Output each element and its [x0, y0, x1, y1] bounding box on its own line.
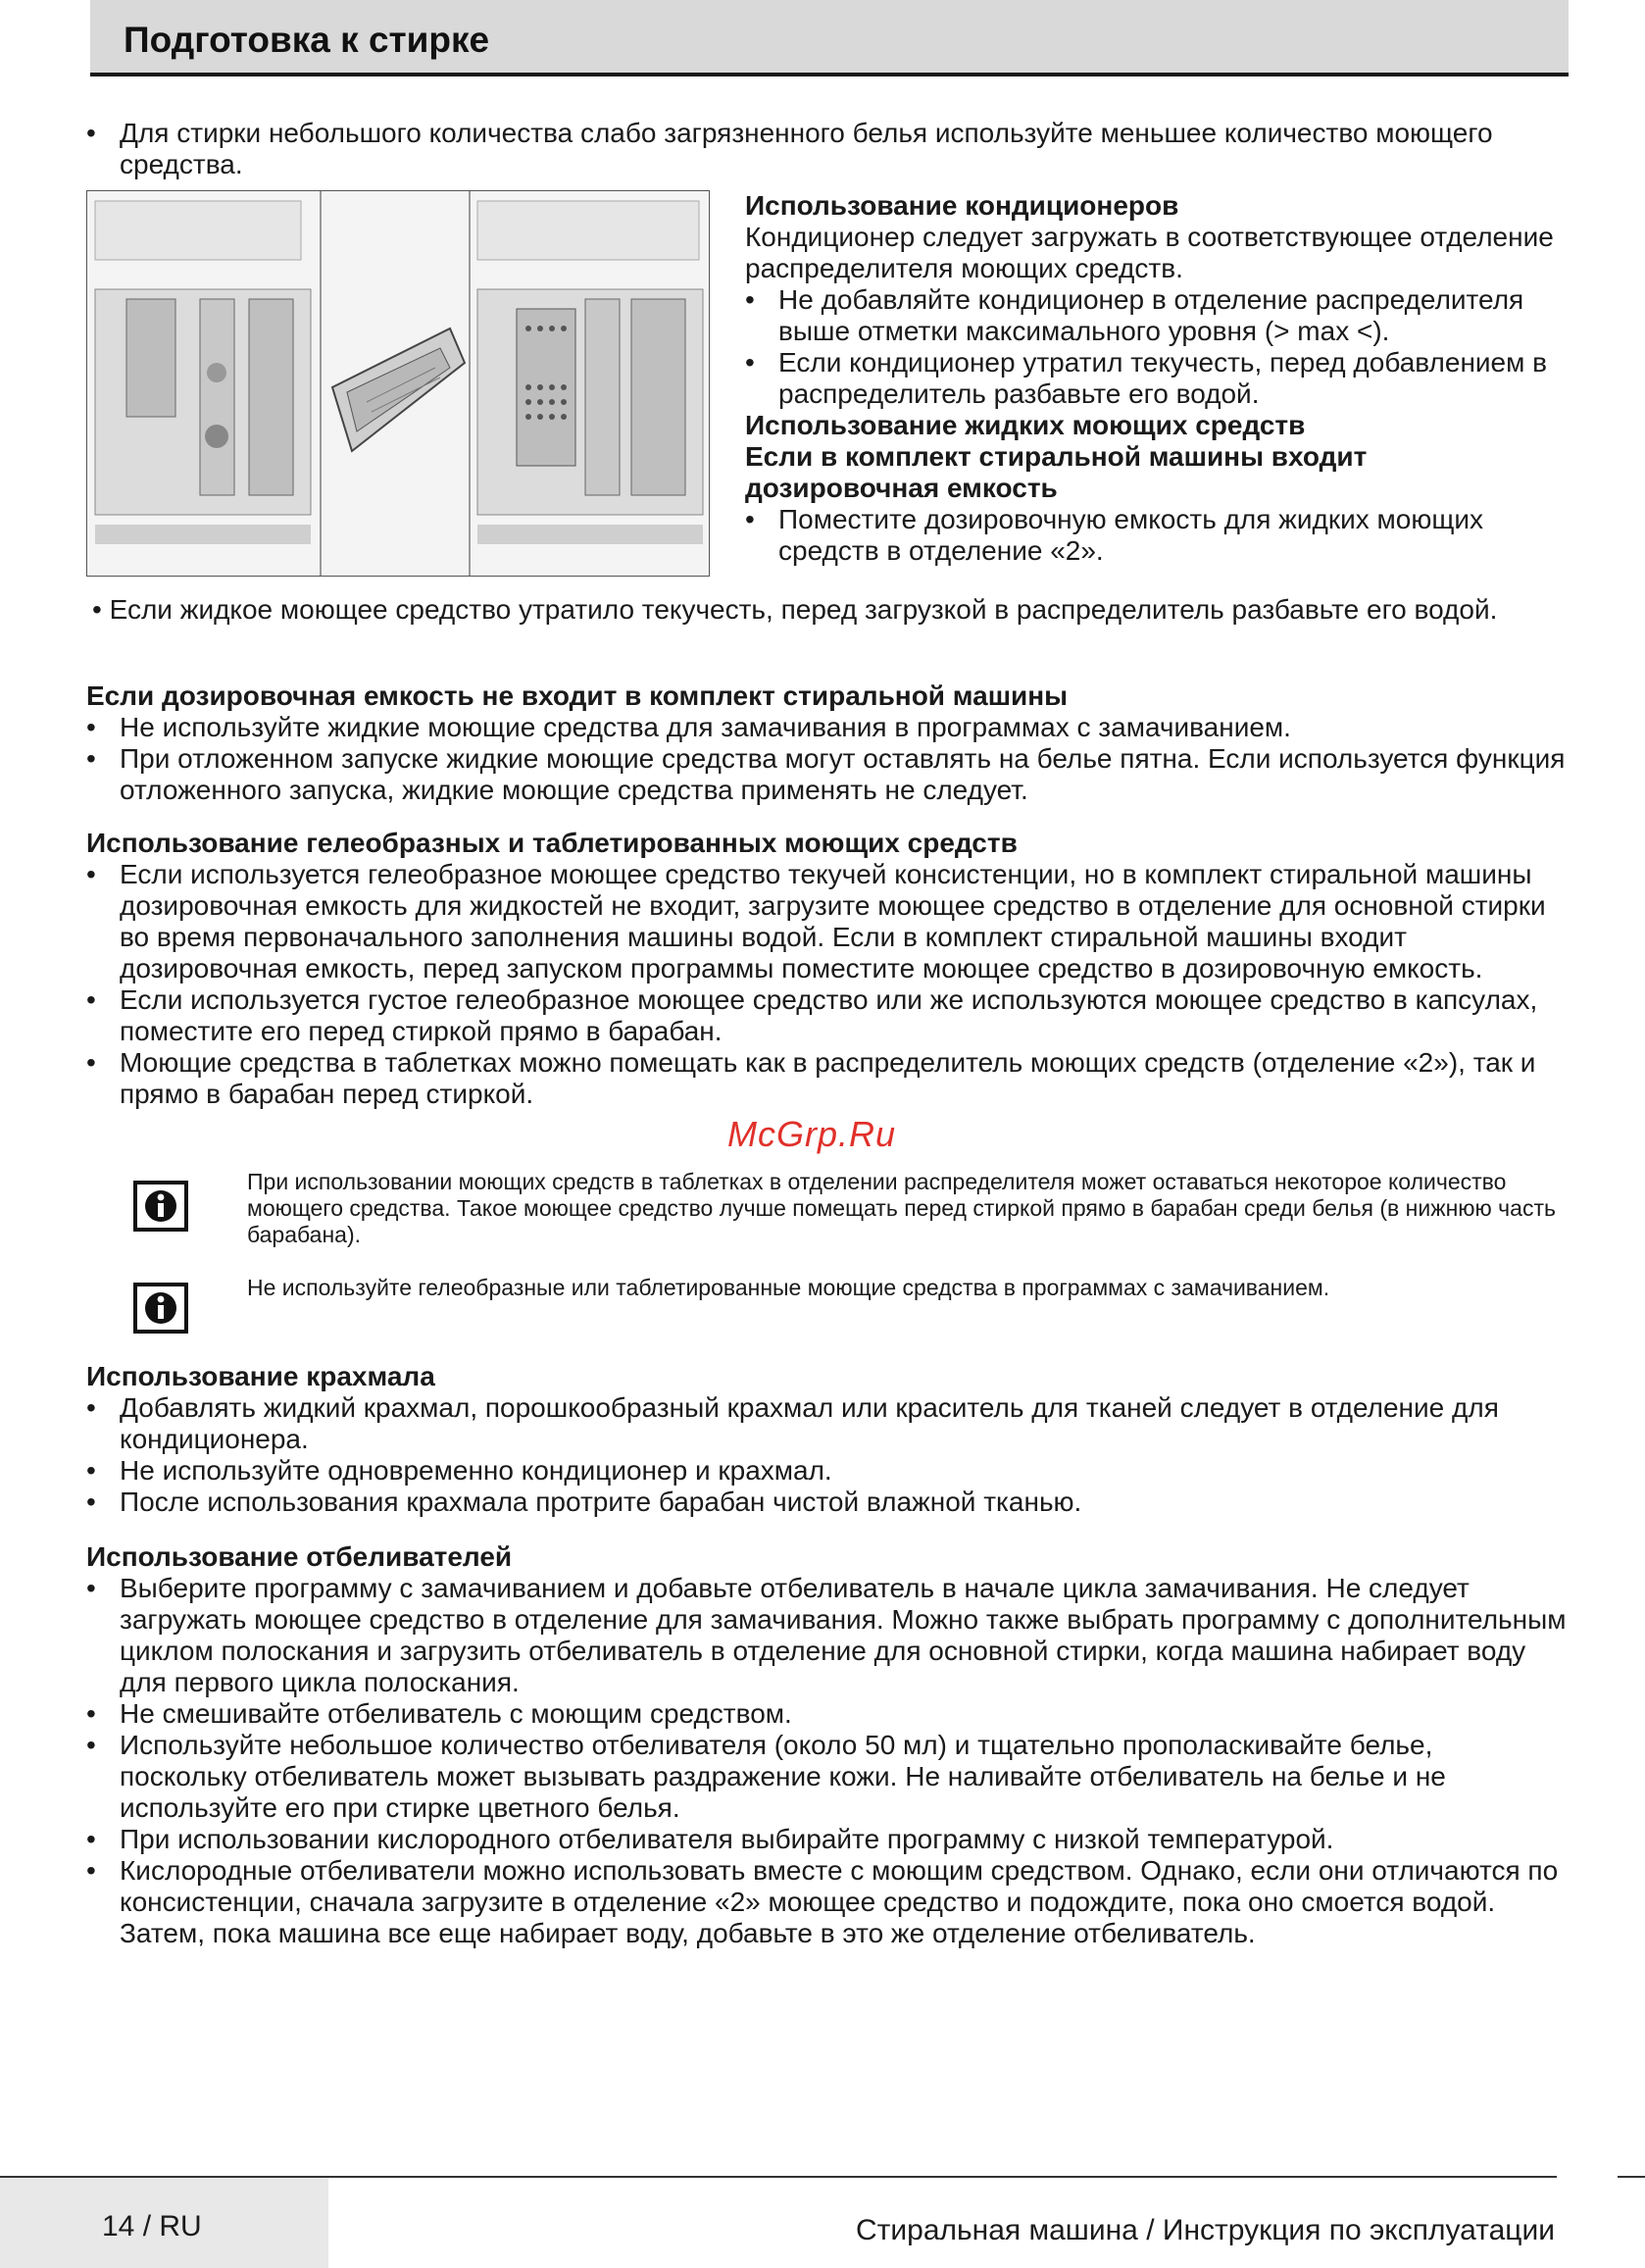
starch-bullet: • После использования крахмала протрите барабан чистой влажной тканью. [86, 1487, 1567, 1518]
conditioner-text: Кондиционер следует загружать в соответствующее отделение распределителя моющих средств. [745, 222, 1554, 283]
liquid-bullet-text: Если жидкое моющее средство утратило текучесть, перед загрузкой в распределитель разбавьте его водой. [109, 594, 1498, 625]
info-note-text: Не используйте гелеобразные или таблетированные моющие средства в программах с замачиванием. [247, 1275, 1330, 1300]
starch-bullet: • Добавлять жидкий крахмал, порошкообразный крахмал или краситель для тканей следует в отделение для кондиционера. [86, 1392, 1567, 1455]
info-note-text: При использовании моющих средств в таблетках в отделении распределителя может оставаться некоторое количество моющего средства. Такое моющее средство лучше помещать перед стиркой прямо в барабан среди белья (в нижнюю часть барабана). [247, 1169, 1556, 1247]
bleach-bullet: • Используйте небольшое количество отбеливателя (около 50 мл) и тщательно прополаскивайте белье, поскольку отбеливатель может вызывать раздражение кожи. Не наливайте отбеливатель на белье и не используйте его при стирке цветного белья. [86, 1730, 1567, 1824]
liquid-subheading: Если в комплект стиральной машины входит дозировочная емкость [745, 441, 1368, 503]
bleach-bullet: • Не смешивайте отбеливатель с моющим средством. [86, 1698, 1567, 1730]
conditioner-section [745, 190, 1569, 567]
no-container-bullet: • Не используйте жидкие моющие средства для замачивания в программах с замачиванием. [86, 712, 1567, 743]
watermark: McGrp.Ru [727, 1114, 897, 1154]
gel-section [86, 828, 1567, 1110]
info-icon [133, 1181, 188, 1232]
conditioner-bullet: • Не добавляйте кондиционер в отделение распределителя выше отметки максимального уровня (> max <). [745, 284, 1569, 347]
footer-divider [0, 2176, 1557, 2178]
bleach-heading: Использование отбеливателей [86, 1541, 513, 1572]
footer-title: Стиральная машина / Инструкция по эксплуатации [855, 2214, 1555, 2246]
gel-bullet: • Если используется густое гелеобразное моющее средство или же используются моющее средство в капсулах, поместите его перед стиркой прямо в барабан. [86, 984, 1567, 1047]
footer-divider [1618, 2176, 1645, 2178]
intro-bullet: • Для стирки небольшого количества слабо загрязненного белья используйте меньшее количество моющего средства. [86, 118, 1600, 180]
gel-heading: Использование гелеобразных и таблетированных моющих средств [86, 828, 1018, 858]
no-container-bullet: • При отложенном запуске жидкие моющие средства могут оставлять на белье пятна. Если используется функция отложенного запуска, жидкие моющие средства применять не следует. [86, 743, 1567, 806]
detergent-drawer-illustration [86, 190, 710, 577]
no-container-heading: Если дозировочная емкость не входит в комплект стиральной машины [86, 680, 1069, 711]
gel-bullet: • Если используется гелеобразное моющее средство текучей консистенции, но в комплект стиральной машины дозировочная емкость для жидкостей не входит, загрузите моющее средство в отделение для основной стирки во время первоначального заполнения машины водой. Если в комплект стиральной машины входит дозировочная емкость, перед запуском программы поместите моющее средство в дозировочную емкость. [86, 859, 1567, 984]
info-note [133, 1275, 1565, 1337]
starch-bullet: • Не используйте одновременно кондиционер и крахмал. [86, 1455, 1567, 1487]
bleach-bullet: • При использовании кислородного отбеливателя выбирайте программу с низкой температурой. [86, 1824, 1567, 1855]
liquid-bullet: • Поместите дозировочную емкость для жидких моющих средств в отделение «2». [745, 504, 1569, 567]
starch-heading: Использование крахмала [86, 1361, 435, 1391]
page-header [90, 0, 1569, 76]
liquid-heading: Использование жидких моющих средств [745, 410, 1306, 440]
page-number: 14 / RU [102, 2210, 202, 2243]
liquid-bullet-2: • Если жидкое моющее средство утратило текучесть, перед загрузкой в распределитель разбавьте его водой. [92, 594, 1498, 625]
bleach-bullet: • Кислородные отбеливатели можно использовать вместе с моющим средством. Однако, если они отличаются по консистенции, сначала загрузите в отделение «2» моющее средство и подождите, пока оно смоется водой. Затем, пока машина все еще набирает воду, добавьте в это же отделение отбеливатель. [86, 1855, 1567, 1949]
gel-bullet: • Моющие средства в таблетках можно помещать как в распределитель моющих средств (отделение «2»), так и прямо в барабан перед стиркой. [86, 1047, 1567, 1110]
info-note [133, 1169, 1565, 1263]
bleach-bullet: • Выберите программу с замачиванием и добавьте отбеливатель в начале цикла замачивания. Не следует загружать моющее средство в отделение для замачивания. Можно также выбрать программу с дополнительным циклом полоскания и загрузить отбеливатель в отделение для основной стирки, когда машина набирает воду для первого цикла полоскания. [86, 1573, 1567, 1698]
info-icon [133, 1283, 188, 1334]
page-title: Подготовка к стирке [124, 20, 490, 60]
conditioner-bullet: • Если кондиционер утратил текучесть, перед добавлением в распределитель разбавьте его водой. [745, 347, 1569, 410]
conditioner-heading: Использование кондиционеров [745, 190, 1179, 221]
starch-section [86, 1361, 1567, 1518]
bleach-section [86, 1541, 1567, 1949]
no-container-section [86, 680, 1567, 806]
